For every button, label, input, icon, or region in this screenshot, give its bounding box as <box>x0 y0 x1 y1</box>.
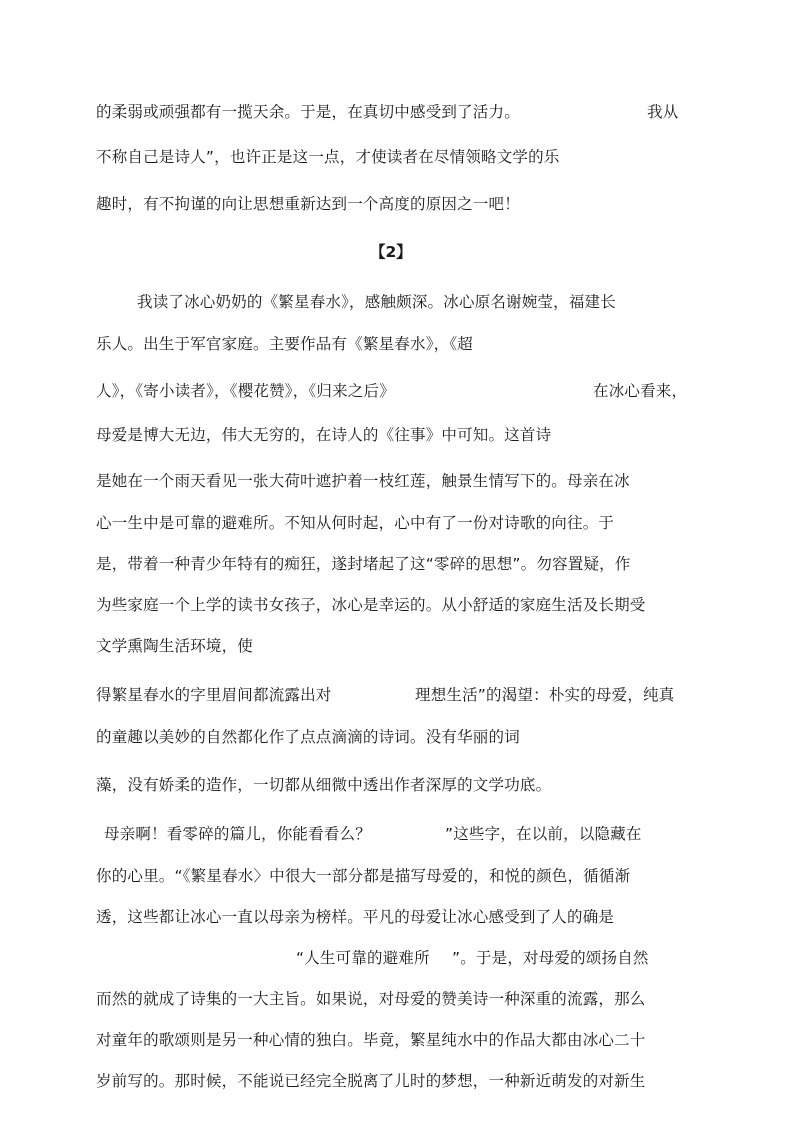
text-line: 是她在一个雨天看见一张大荷叶遮护着一枝红莲，触景生情写下的。母亲在冰 <box>96 472 630 490</box>
text-line: 而然的就成了诗集的一大主旨。如果说，对母爱的赞美诗一种深重的流露，那么 <box>96 990 646 1008</box>
text-line: 理想生活”的渴望：朴实的母爱，纯真 <box>415 686 675 704</box>
text-line: 乐人。出生于军官家庭。主要作品有《繁星春水》，《超 <box>96 335 474 353</box>
text-line: 不称自己是诗人”，也许正是这一点，才使读者在尽情领略文学的乐 <box>96 148 560 166</box>
text-line: 的柔弱或顽强都有一揽天余。于是，在真切中感受到了活力。 <box>96 103 520 121</box>
text-line: 趣时，有不拘谨的向让思想重新达到一个高度的原因之一吧！ <box>96 195 520 213</box>
text-line: 我从 <box>647 103 679 121</box>
text-line: 的童趣以美妙的自然都化作了点点滴滴的诗词。没有华丽的词 <box>96 728 520 746</box>
text-line: 母亲啊！看零碎的篇儿，你能看看么？ <box>104 825 371 843</box>
text-line: “人生可靠的避难所 <box>296 949 430 967</box>
text-line: ”。于是，对母爱的颂扬自然 <box>452 949 649 967</box>
text-line: 母爱是博大无边，伟大无穷的，在诗人的《往事》中可知。这首诗 <box>96 426 552 444</box>
text-line: 你的心里。“《繁星春水〉中很大一部分都是描写母爱的，和悦的颜色，循循渐 <box>96 867 631 885</box>
text-line: 在冰心看来， <box>593 382 688 400</box>
text-line: 是，带着一种青少年特有的痴狂，遂封堵起了这“零碎的思想”。勿容置疑，作 <box>96 555 631 573</box>
text-line: 透，这些都让冰心一直以母亲为榜样。平凡的母爱让冰心感受到了人的确是 <box>96 908 615 926</box>
text-line: 文学熏陶生活环境，使 <box>96 637 254 655</box>
text-line: 得繁星春水的字里眉间都流露出对 <box>96 686 332 704</box>
text-line: 我读了冰心奶奶的《繁星春水》，感触颇深。冰心原名谢婉莹，福建长 <box>137 293 616 311</box>
text-line: ”这些字，在以前，以隐藏在 <box>445 825 642 843</box>
text-line: 人》，《寄小读者》，《樱花赞》，《归来之后》 <box>96 382 395 400</box>
text-line: 心一生中是可靠的避难所。不知从何时起，心中有了一份对诗歌的向往。于 <box>96 514 615 532</box>
text-line: 藻，没有娇柔的造作，一切都从细微中透出作者深厚的文学功底。 <box>96 776 552 794</box>
section-heading: 【2】 <box>370 243 412 261</box>
text-line: 岁前写的。那时候，不能说已经完全脱离了儿时的梦想，一种新近萌发的对新生 <box>96 1072 646 1090</box>
text-line: 为些家庭一个上学的读书女孩子，冰心是幸运的。从小舒适的家庭生活及长期受 <box>96 596 646 614</box>
text-line: 对童年的歌颂则是另一种心情的独白。毕竟，繁星纯水中的作品大都由冰心二十 <box>96 1031 646 1049</box>
